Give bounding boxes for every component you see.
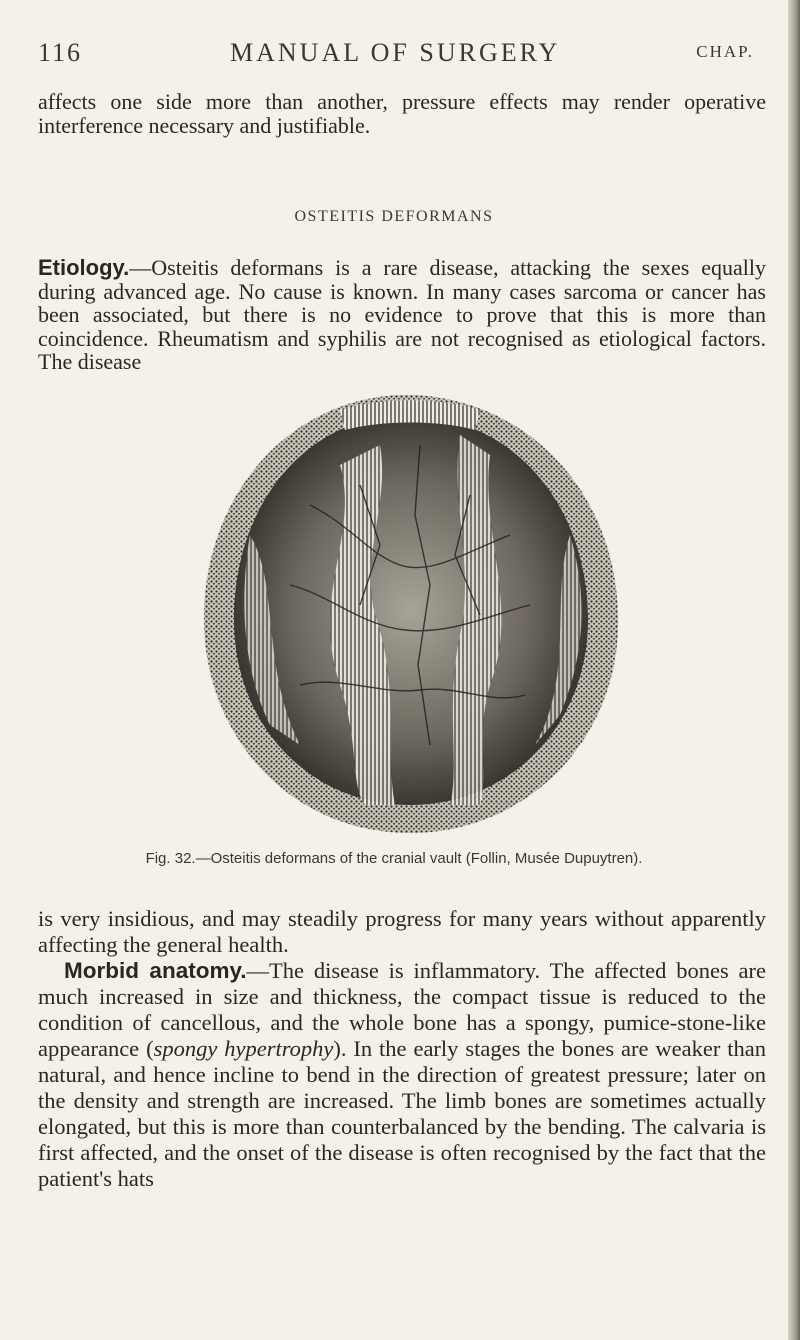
continuation-text: is very insidious, and may steadily progress for many years without apparently affecting the general health. (38, 906, 766, 957)
figure-cranial-vault (190, 385, 630, 840)
paragraph-morbid-anatomy (38, 906, 766, 1192)
morbid-anatomy-heading: Morbid anatomy. (64, 958, 247, 983)
running-title: MANUAL OF SURGERY (230, 38, 561, 67)
cranial-vault-engraving (190, 385, 630, 840)
section-title: OSTEITIS DEFORMANS (294, 208, 494, 225)
etiology-heading: Etiology. (38, 255, 130, 280)
page-number: 116 (38, 38, 83, 67)
chapter-label: CHAP. (696, 42, 754, 61)
morbid-anatomy-italic: spongy hypertrophy (153, 1036, 334, 1061)
morbid-anatomy-text-2: ). In the early stages the bones are weaker than natural, and hence incline to bend in the direction of greatest pressure; later on the density and strength are increased. The limb bones are sometimes actually elongated, but this is more than counterbalanced by the bending. The calvaria is first affected, and the onset of the disease is often recognised by the fact that the patient's hats (38, 1036, 767, 1191)
paragraph-intro: affects one side more than another, pressure effects may render operative interference necessary and justifiable. (38, 89, 766, 138)
running-header (38, 38, 758, 72)
etiology-text: —Osteitis deformans is a rare disease, attacking the sexes equally during advanced age. No cause is known. In many cases sarcoma or cancer has been associated, but there is no evidence to prove that this is more than coincidence. Rheumatism and syphilis are not recognised as etiological factors. The disease (38, 255, 766, 374)
paragraph-etiology (38, 256, 766, 374)
morbid-anatomy-text-1: —The disease is inflammatory. The affected bones are much increased in size and thickness, the compact tissue is reduced to the condition of cancellous, and the whole bone has a spongy, pumice-stone-like appearance ( (38, 958, 766, 1061)
figure-caption: Fig. 32.—Osteitis deformans of the cranial vault (Follin, Musée Dupuytren). (145, 850, 643, 867)
page-edge (788, 0, 800, 1340)
